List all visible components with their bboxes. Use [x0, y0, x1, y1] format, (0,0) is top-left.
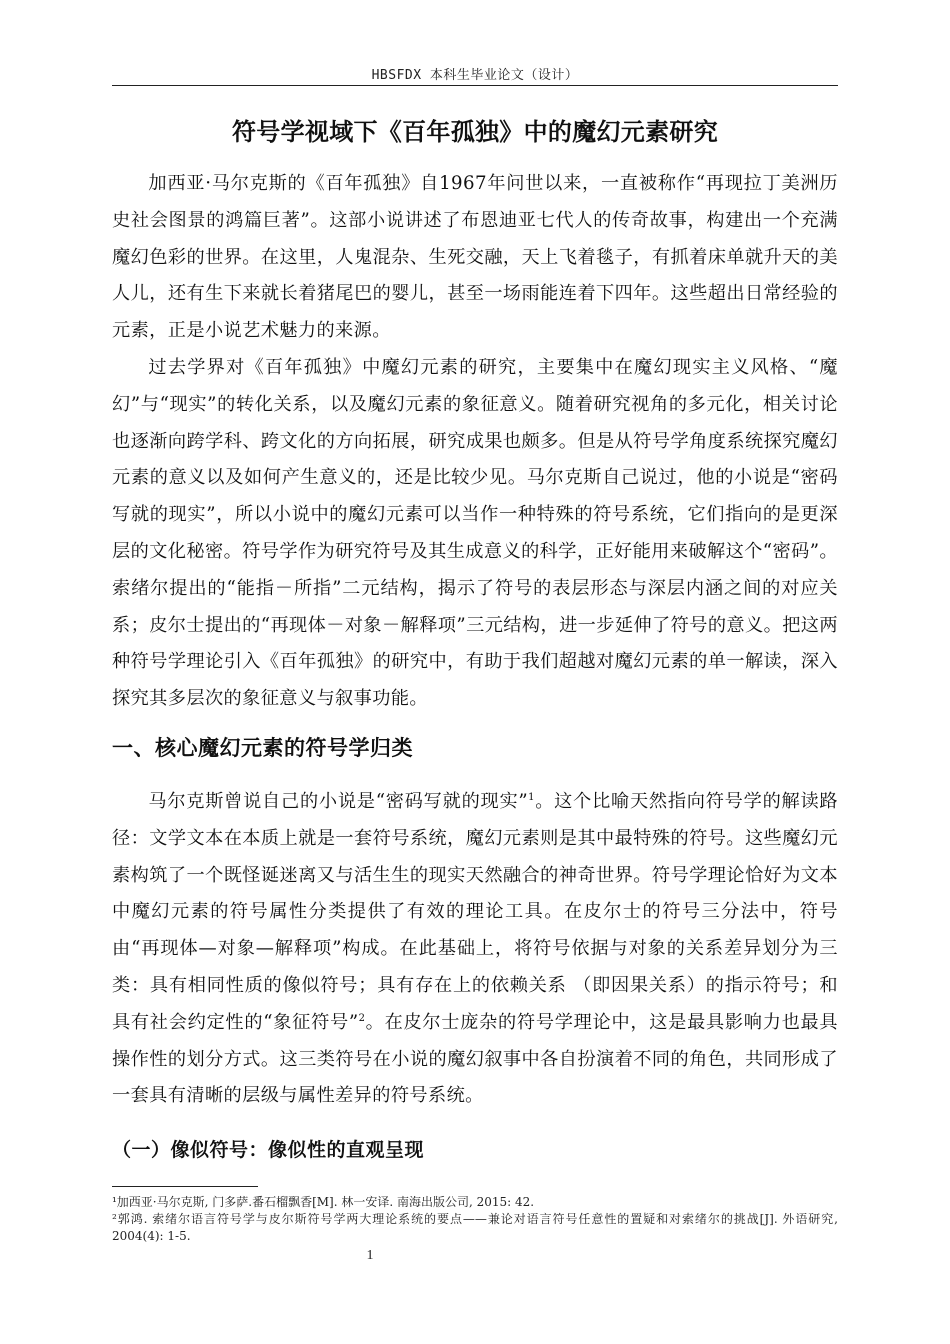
footnotes — [112, 1194, 838, 1245]
footnote-ref-2[interactable]: 2 — [358, 1012, 366, 1024]
footnote-ref-1[interactable]: 1 — [528, 791, 535, 803]
footnote-1: ¹加西亚·马尔克斯, 门多萨.番石榴飘香[M]. 林一安译. 南海出版公司, 2015: 42. — [112, 1195, 535, 1209]
intro-paragraph-1: 加西亚·马尔克斯的《百年孤独》自1967年问世以来，一直被称作“再现拉丁美洲历史社会图景的鸿篇巨著”。这部小说讲述了布恩迪亚七代人的传奇故事，构建出一个充满魔幻色彩的世界。在这里，人鬼混杂、生死交融，天上飞着毯子，有抓着床单就升天的美人儿，还有生下来就长着猪尾巴的婴儿，甚至一场雨能连着下四年。这些超出日常经验的元素，正是小说艺术魅力的来源。 — [112, 173, 838, 342]
page-header: HBSFDX 本科生毕业论文（设计） — [371, 68, 579, 83]
section-heading: 一、核心魔幻元素的符号学归类 — [112, 736, 413, 760]
paragraph-text: 马尔克斯曾说自己的小说是“密码写就的现实” — [148, 791, 529, 812]
page-number: 1 — [366, 1248, 374, 1263]
header-rule — [112, 85, 838, 86]
intro-paragraph-2: 过去学界对《百年孤独》中魔幻元素的研究，主要集中在魔幻现实主义风格、“魔幻”与“现实”的转化关系，以及魔幻元素的象征意义。随着研究视角的多元化，相关讨论也逐渐向跨学科、跨文化的方向拓展，研究成果也颇多。但是从符号学角度系统探究魔幻元素的意义以及如何产生意义的，还是比较少见。马尔克斯自己说过，他的小说是“密码写就的现实”，所以小说中的魔幻元素可以当作一种特殊的符号系统，它们指向的是更深层的文化秘密。符号学作为研究符号及其生成意义的科学，正好能用来破解这个“密码”。索绪尔提出的“能指－所指”二元结构，揭示了符号的表层形态与深层内涵之间的对应关系；皮尔士提出的“再现体－对象－解释项”三元结构，进一步延伸了符号的意义。把这两种符号学理论引入《百年孤独》的研究中，有助于我们超越对魔幻元素的单一解读，深入探究其多层次的象征意义与叙事功能。 — [112, 357, 838, 710]
section-paragraph-1 — [112, 784, 838, 1115]
paragraph-text: 。这个比喻天然指向符号学的解读路径：文学文本在本质上就是一套符号系统，魔幻元素则是其中最特殊的符号。这些魔幻元素构筑了一个既怪诞迷离又与活生生的现实天然融合的神奇世界。符号学理论恰好为文本中魔幻元素的符号属性分类提供了有效的理论工具。在皮尔士的符号三分法中，符号由“再现体—对象—解释项”构成。在此基础上，将符号依据与对象的关系差异划分为三类：具有相同性质的像似符号；具有存在上的依赖关系 （即因果关系）的指示符号；和具有社会约定性的“象征符号” — [112, 791, 838, 1033]
footnote-2: ²郭鸿. 索绪尔语言符号学与皮尔斯符号学两大理论系统的要点——兼论对语言符号任意性的置疑和对索绪尔的挑战[J]. 外语研究, 2004(4): 1-5. — [112, 1212, 838, 1243]
footnote-separator — [112, 1186, 258, 1187]
subsection-heading: （一）像似符号：像似性的直观呈现 — [112, 1139, 425, 1161]
paragraph-text: 。在皮尔士庞杂的符号学理论中，这是最具影响力也最具操作性的划分方式。这三类符号在小说的魔幻叙事中各自扮演着不同的角色，共同形成了一套具有清晰的层级与属性差异的符号系统。 — [112, 1011, 838, 1107]
paper-title: 符号学视域下《百年孤独》中的魔幻元素研究 — [232, 118, 718, 146]
